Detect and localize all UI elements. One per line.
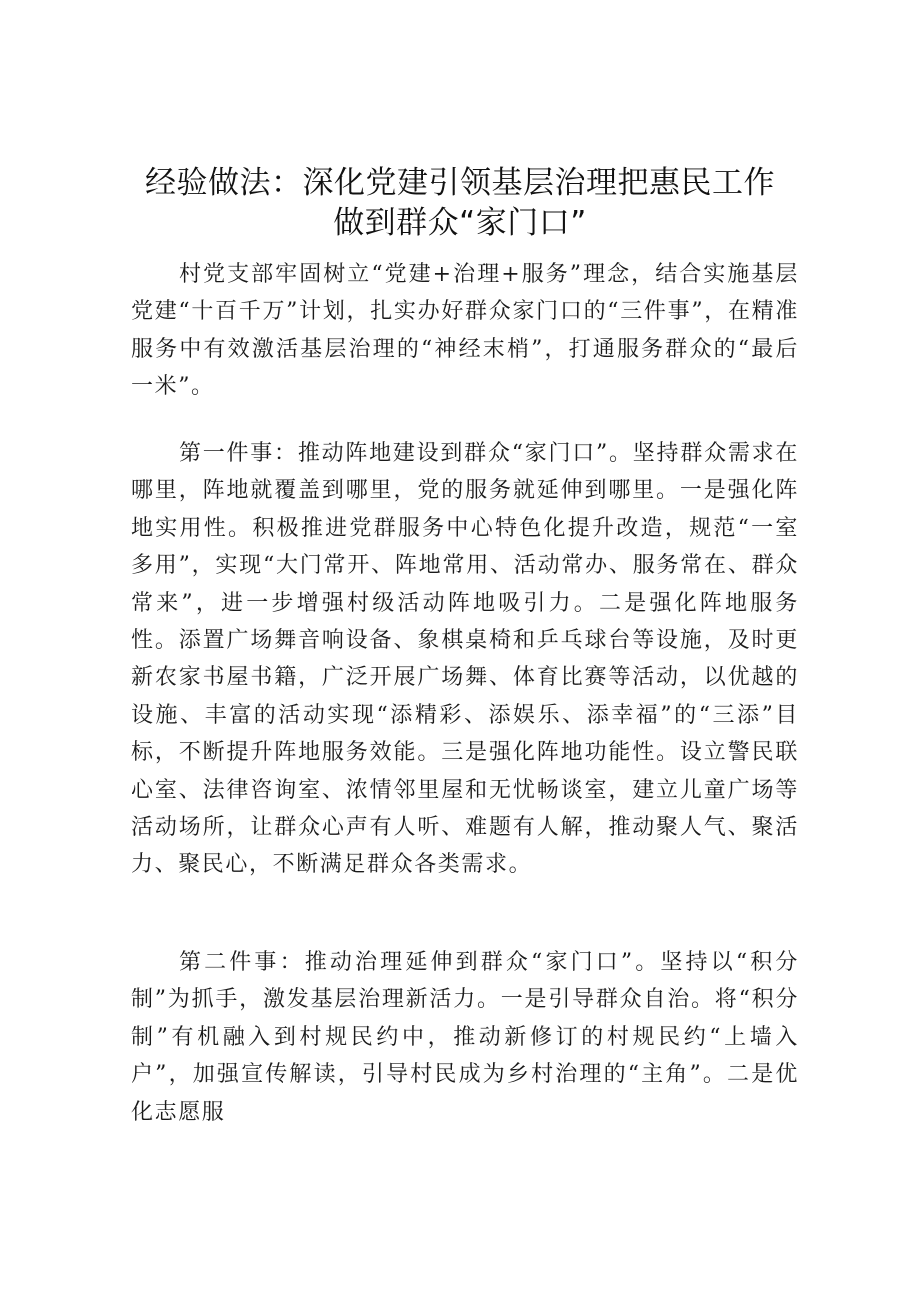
paragraph-lead: 第二件事： bbox=[179, 950, 305, 975]
paragraph-text: 村党支部牢固树立“党建+治理+服务”理念，结合实施基层党建“十百千万”计划，扎实办好群众家门口的“三件事”，在精准服务中有效激活基层治理的“神经末梢”，打通服务群众的“最后一米”。 bbox=[131, 262, 799, 400]
paragraph-lead: 第一件事： bbox=[179, 441, 298, 466]
paragraph-body bbox=[131, 435, 799, 884]
document-title-line-1: 经验做法：深化党建引领基层治理把惠民工作 bbox=[145, 165, 775, 201]
paragraph-body bbox=[131, 944, 799, 1131]
paragraph-text: 推动治理延伸到群众“家门口”。坚持以“积分制”为抓手，激发基层治理新活力。一是引导群众自治。将“积分制”有机融入到村规民约中，推动新修订的村规民约“上墙入户”，加强宣传解读，引导村民成为乡村治理的“主角”。二是优化志愿服 bbox=[131, 950, 799, 1125]
document-title-line-2: 做到群众“家门口” bbox=[333, 205, 587, 241]
paragraph-text: 推动阵地建设到群众“家门口”。坚持群众需求在哪里，阵地就覆盖到哪里，党的服务就延伸到哪里。一是强化阵地实用性。积极推进党群服务中心特色化提升改造，规范“一室多用”，实现“大门常开、阵地常用、活动常办、服务常在、群众常来”，进一步增强村级活动阵地吸引力。二是强化阵地服务性。添置广场舞音响设备、象棋桌椅和乒乓球台等设施，及时更新农家书屋书籍，广泛开展广场舞、体育比赛等活动，以优越的设施、丰富的活动实现“添精彩、添娱乐、添幸福”的“三添”目标，不断提升阵地服务效能。三是强化阵地功能性。设立警民联心室、法律咨询室、浓情邻里屋和无忧畅谈室，建立儿童广场等活动场所，让群众心声有人听、难题有人解，推动聚人气、聚活力、聚民心，不断满足群众各类需求。 bbox=[131, 441, 799, 878]
paragraph-second-matter bbox=[131, 944, 799, 1131]
paragraph-first-matter bbox=[131, 435, 799, 884]
paragraph-intro bbox=[131, 256, 799, 406]
